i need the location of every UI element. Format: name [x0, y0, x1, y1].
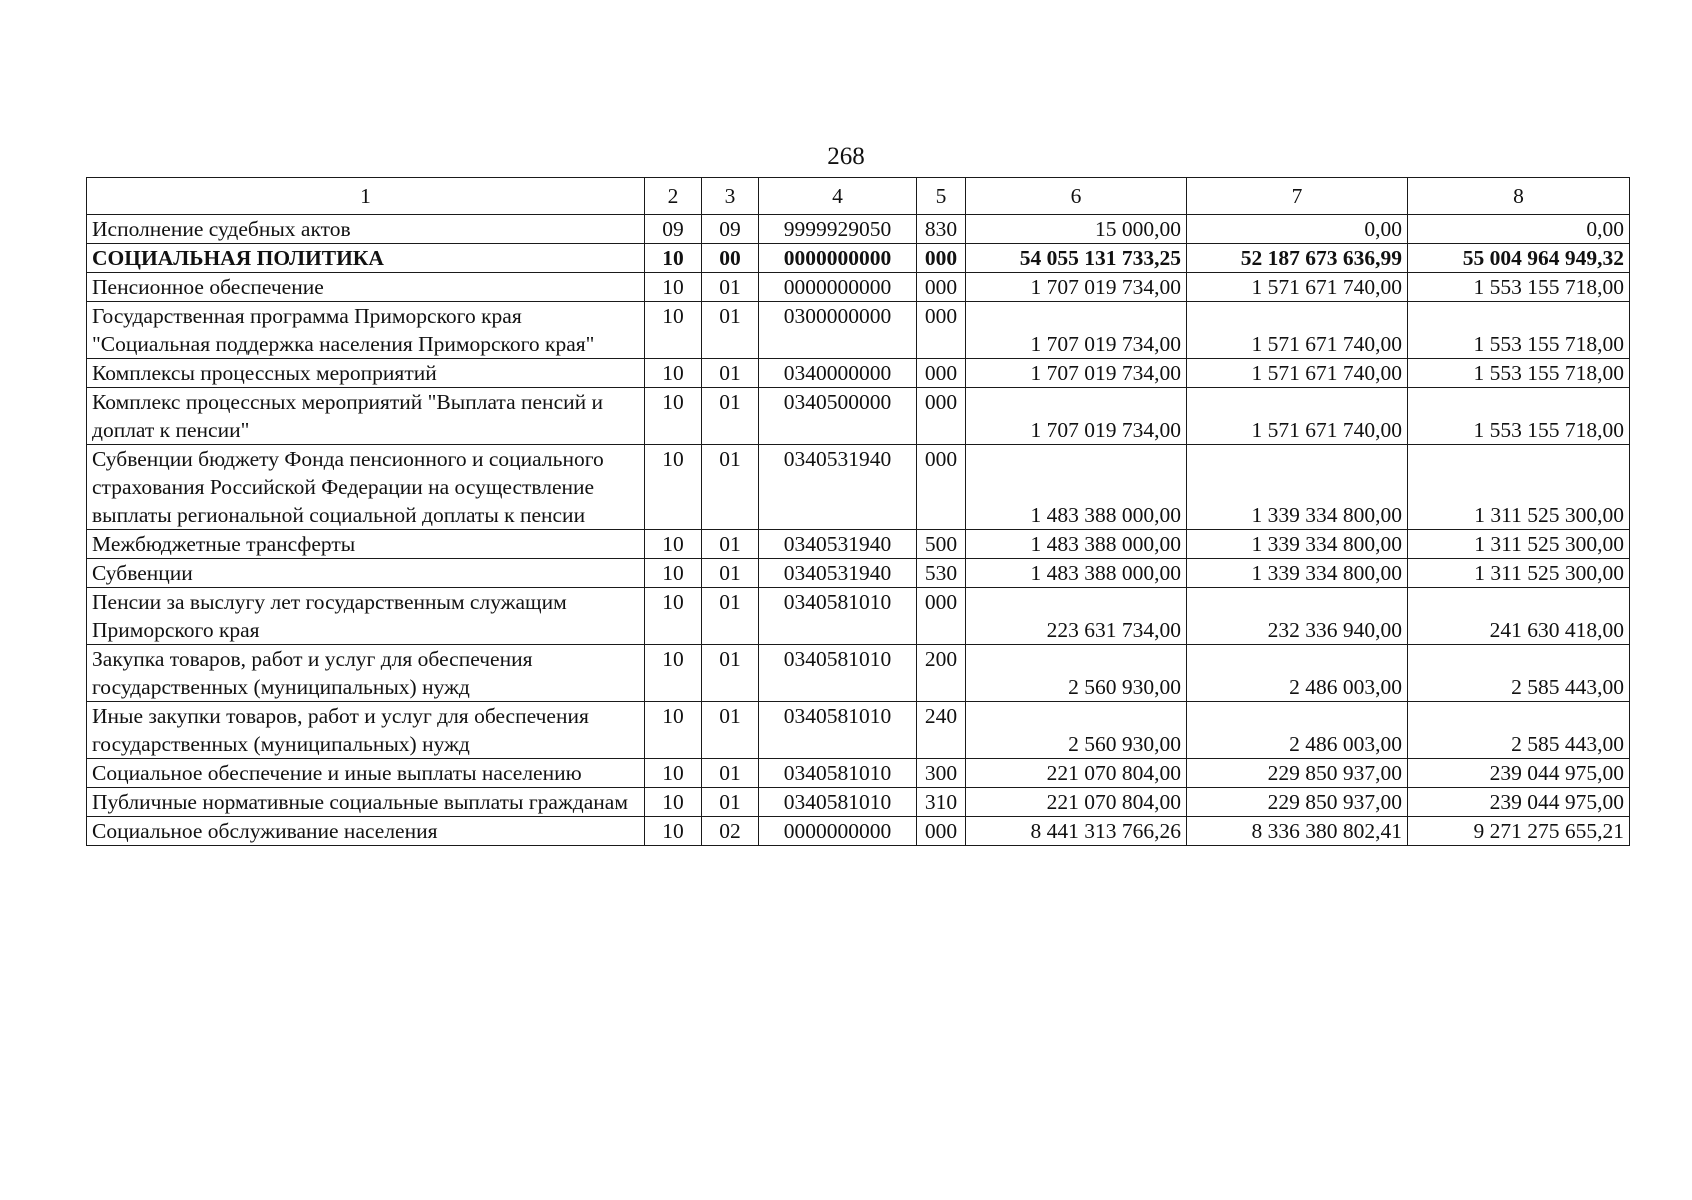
table-row — [87, 759, 1630, 788]
amount-col6-cell: 1 483 388 000,00 — [966, 559, 1187, 588]
target-article-cell: 0340531940 — [759, 530, 917, 559]
amount-col8-cell: 0,00 — [1408, 215, 1630, 244]
table-row — [87, 215, 1630, 244]
target-article-cell: 0340500000 — [759, 388, 917, 445]
expense-type-cell: 300 — [917, 759, 966, 788]
amount-col8-cell: 241 630 418,00 — [1408, 588, 1630, 645]
table-row — [87, 645, 1630, 702]
amount-col7-cell: 1 339 334 800,00 — [1187, 445, 1408, 530]
amount-col7-cell: 0,00 — [1187, 215, 1408, 244]
amount-col6-cell: 54 055 131 733,25 — [966, 244, 1187, 273]
table-row — [87, 588, 1630, 645]
header-cell: 5 — [917, 178, 966, 215]
amount-col7-cell: 1 571 671 740,00 — [1187, 388, 1408, 445]
amount-col6-cell: 1 707 019 734,00 — [966, 273, 1187, 302]
table-row — [87, 359, 1630, 388]
amount-col7-cell: 1 339 334 800,00 — [1187, 530, 1408, 559]
section-code-cell: 10 — [645, 273, 702, 302]
section-code-cell: 09 — [645, 215, 702, 244]
section-code-cell: 10 — [645, 388, 702, 445]
target-article-cell: 0340531940 — [759, 559, 917, 588]
header-cell: 8 — [1408, 178, 1630, 215]
subsection-code-cell: 01 — [702, 302, 759, 359]
expense-type-cell: 500 — [917, 530, 966, 559]
subsection-code-cell: 01 — [702, 702, 759, 759]
table-row — [87, 388, 1630, 445]
target-article-cell: 0340581010 — [759, 788, 917, 817]
amount-col8-cell: 239 044 975,00 — [1408, 759, 1630, 788]
expense-type-cell: 310 — [917, 788, 966, 817]
subsection-code-cell: 01 — [702, 445, 759, 530]
amount-col8-cell: 1 311 525 300,00 — [1408, 530, 1630, 559]
subsection-code-cell: 01 — [702, 788, 759, 817]
target-article-cell: 0000000000 — [759, 273, 917, 302]
item-name-cell: Пенсионное обеспечение — [87, 273, 645, 302]
amount-col6-cell: 8 441 313 766,26 — [966, 817, 1187, 846]
table-row — [87, 817, 1630, 846]
target-article-cell: 0340581010 — [759, 645, 917, 702]
expense-type-cell: 240 — [917, 702, 966, 759]
target-article-cell: 0340581010 — [759, 759, 917, 788]
section-code-cell: 10 — [645, 302, 702, 359]
amount-col7-cell: 1 571 671 740,00 — [1187, 302, 1408, 359]
expense-type-cell: 000 — [917, 244, 966, 273]
amount-col7-cell: 8 336 380 802,41 — [1187, 817, 1408, 846]
table-row — [87, 559, 1630, 588]
item-name-cell: Государственная программа Приморского края "Социальная поддержка населения Приморского края" — [87, 302, 645, 359]
target-article-cell: 0340000000 — [759, 359, 917, 388]
amount-col8-cell: 2 585 443,00 — [1408, 645, 1630, 702]
item-name-cell: Исполнение судебных актов — [87, 215, 645, 244]
amount-col7-cell: 229 850 937,00 — [1187, 788, 1408, 817]
section-code-cell: 10 — [645, 530, 702, 559]
table-row — [87, 244, 1630, 273]
amount-col8-cell: 9 271 275 655,21 — [1408, 817, 1630, 846]
section-code-cell: 10 — [645, 588, 702, 645]
amount-col7-cell: 1 571 671 740,00 — [1187, 359, 1408, 388]
item-name-cell: Комплекс процессных мероприятий "Выплата пенсий и доплат к пенсии" — [87, 388, 645, 445]
target-article-cell: 0000000000 — [759, 244, 917, 273]
amount-col6-cell: 15 000,00 — [966, 215, 1187, 244]
table-row — [87, 788, 1630, 817]
subsection-code-cell: 01 — [702, 645, 759, 702]
section-code-cell: 10 — [645, 445, 702, 530]
table-row — [87, 273, 1630, 302]
amount-col6-cell: 1 483 388 000,00 — [966, 445, 1187, 530]
expense-type-cell: 000 — [917, 359, 966, 388]
item-name-cell: Социальное обеспечение и иные выплаты населению — [87, 759, 645, 788]
section-code-cell: 10 — [645, 359, 702, 388]
expense-type-cell: 000 — [917, 273, 966, 302]
target-article-cell: 9999929050 — [759, 215, 917, 244]
amount-col6-cell: 2 560 930,00 — [966, 702, 1187, 759]
subsection-code-cell: 01 — [702, 588, 759, 645]
amount-col7-cell: 1 339 334 800,00 — [1187, 559, 1408, 588]
section-code-cell: 10 — [645, 645, 702, 702]
item-name-cell: СОЦИАЛЬНАЯ ПОЛИТИКА — [87, 244, 645, 273]
item-name-cell: Социальное обслуживание населения — [87, 817, 645, 846]
amount-col6-cell: 1 707 019 734,00 — [966, 388, 1187, 445]
page-number: 268 — [827, 143, 865, 170]
amount-col8-cell: 1 311 525 300,00 — [1408, 445, 1630, 530]
target-article-cell: 0340581010 — [759, 702, 917, 759]
target-article-cell: 0000000000 — [759, 817, 917, 846]
header-cell: 3 — [702, 178, 759, 215]
amount-col7-cell: 2 486 003,00 — [1187, 645, 1408, 702]
header-cell: 6 — [966, 178, 1187, 215]
table-row — [87, 530, 1630, 559]
subsection-code-cell: 01 — [702, 530, 759, 559]
amount-col7-cell: 52 187 673 636,99 — [1187, 244, 1408, 273]
header-cell: 2 — [645, 178, 702, 215]
subsection-code-cell: 01 — [702, 759, 759, 788]
amount-col7-cell: 2 486 003,00 — [1187, 702, 1408, 759]
amount-col7-cell: 232 336 940,00 — [1187, 588, 1408, 645]
amount-col6-cell: 223 631 734,00 — [966, 588, 1187, 645]
item-name-cell: Субвенции — [87, 559, 645, 588]
subsection-code-cell: 00 — [702, 244, 759, 273]
expense-type-cell: 000 — [917, 445, 966, 530]
budget-table — [86, 177, 1630, 846]
expense-type-cell: 000 — [917, 817, 966, 846]
amount-col8-cell: 1 311 525 300,00 — [1408, 559, 1630, 588]
expense-type-cell: 200 — [917, 645, 966, 702]
amount-col6-cell: 221 070 804,00 — [966, 788, 1187, 817]
table-header-row — [87, 178, 1630, 215]
subsection-code-cell: 01 — [702, 359, 759, 388]
amount-col6-cell: 1 707 019 734,00 — [966, 359, 1187, 388]
table-row — [87, 302, 1630, 359]
table-row — [87, 702, 1630, 759]
item-name-cell: Иные закупки товаров, работ и услуг для обеспечения государственных (муниципальных) нужд — [87, 702, 645, 759]
header-cell: 1 — [87, 178, 645, 215]
item-name-cell: Пенсии за выслугу лет государственным служащим Приморского края — [87, 588, 645, 645]
amount-col8-cell: 1 553 155 718,00 — [1408, 302, 1630, 359]
amount-col6-cell: 221 070 804,00 — [966, 759, 1187, 788]
subsection-code-cell: 01 — [702, 388, 759, 445]
amount-col8-cell: 2 585 443,00 — [1408, 702, 1630, 759]
expense-type-cell: 000 — [917, 588, 966, 645]
expense-type-cell: 000 — [917, 388, 966, 445]
subsection-code-cell: 01 — [702, 273, 759, 302]
expense-type-cell: 830 — [917, 215, 966, 244]
subsection-code-cell: 09 — [702, 215, 759, 244]
item-name-cell: Публичные нормативные социальные выплаты гражданам — [87, 788, 645, 817]
section-code-cell: 10 — [645, 759, 702, 788]
amount-col6-cell: 1 483 388 000,00 — [966, 530, 1187, 559]
amount-col6-cell: 1 707 019 734,00 — [966, 302, 1187, 359]
section-code-cell: 10 — [645, 559, 702, 588]
section-code-cell: 10 — [645, 817, 702, 846]
amount-col7-cell: 1 571 671 740,00 — [1187, 273, 1408, 302]
target-article-cell: 0340531940 — [759, 445, 917, 530]
expense-type-cell: 530 — [917, 559, 966, 588]
subsection-code-cell: 02 — [702, 817, 759, 846]
section-code-cell: 10 — [645, 244, 702, 273]
header-cell: 4 — [759, 178, 917, 215]
amount-col8-cell: 1 553 155 718,00 — [1408, 273, 1630, 302]
expense-type-cell: 000 — [917, 302, 966, 359]
header-cell: 7 — [1187, 178, 1408, 215]
target-article-cell: 0340581010 — [759, 588, 917, 645]
item-name-cell: Межбюджетные трансферты — [87, 530, 645, 559]
item-name-cell: Субвенции бюджету Фонда пенсионного и социального страхования Российской Федерации на осуществление выплаты региональной социальной доплаты к пенсии — [87, 445, 645, 530]
amount-col8-cell: 1 553 155 718,00 — [1408, 359, 1630, 388]
item-name-cell: Комплексы процессных мероприятий — [87, 359, 645, 388]
section-code-cell: 10 — [645, 788, 702, 817]
amount-col8-cell: 1 553 155 718,00 — [1408, 388, 1630, 445]
subsection-code-cell: 01 — [702, 559, 759, 588]
amount-col8-cell: 55 004 964 949,32 — [1408, 244, 1630, 273]
amount-col8-cell: 239 044 975,00 — [1408, 788, 1630, 817]
target-article-cell: 0300000000 — [759, 302, 917, 359]
amount-col7-cell: 229 850 937,00 — [1187, 759, 1408, 788]
amount-col6-cell: 2 560 930,00 — [966, 645, 1187, 702]
section-code-cell: 10 — [645, 702, 702, 759]
item-name-cell: Закупка товаров, работ и услуг для обеспечения государственных (муниципальных) нужд — [87, 645, 645, 702]
table-row — [87, 445, 1630, 530]
